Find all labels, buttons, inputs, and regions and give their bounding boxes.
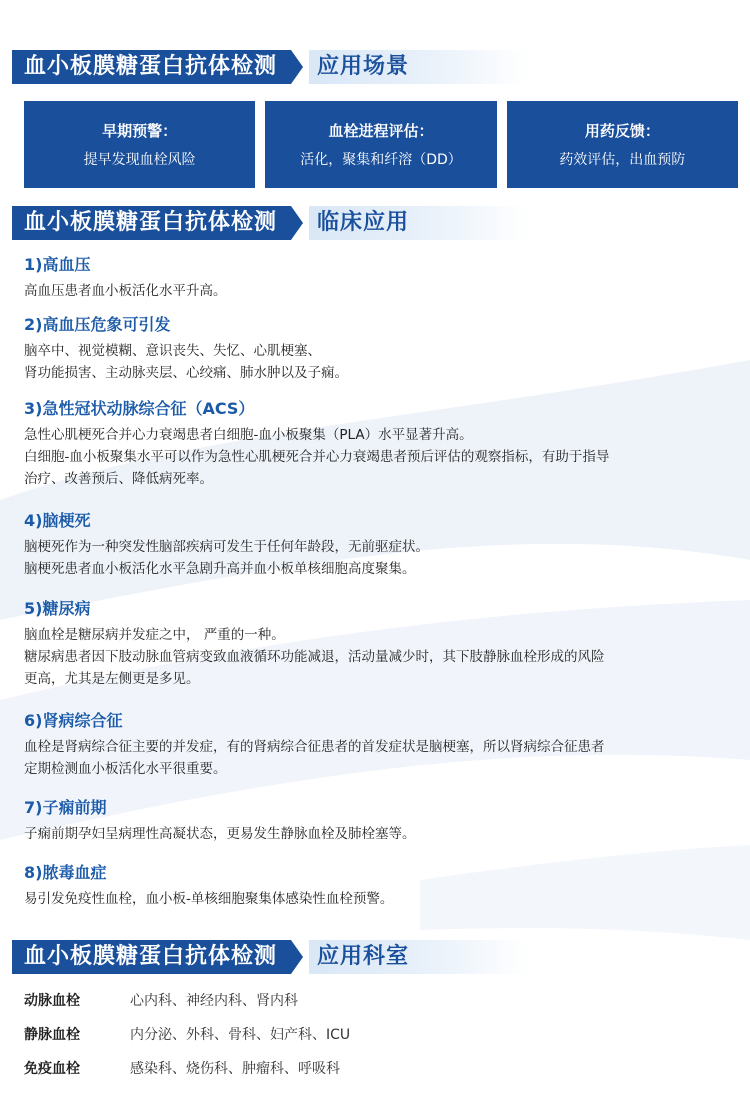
clinical-item-4 (24, 510, 724, 580)
section-subtitle: 应用场景 (309, 50, 529, 84)
section-title: 血小板膜糖蛋白抗体检测 (12, 940, 291, 974)
clinical-item-7 (24, 797, 724, 845)
dept-row-arterial (24, 990, 624, 1010)
item-title: 2)高血压危象可引发 (24, 315, 171, 334)
clinical-item-6 (24, 710, 724, 780)
item-text: 糖尿病患者因下肢动脉血管病变致血液循环功能减退，活动量减少时，其下肢静脉血栓形成的风险 (24, 649, 605, 665)
clinical-item-1 (24, 254, 724, 302)
dept-name: 动脉血栓 (24, 993, 80, 1009)
clinical-item-8 (24, 862, 724, 910)
dept-row-venous (24, 1024, 624, 1044)
dept-value: 心内科、神经内科、肾内科 (130, 993, 298, 1009)
section-subtitle: 应用科室 (309, 940, 529, 974)
card-desc: 药效评估，出血预防 (559, 152, 686, 168)
item-title: 3)急性冠状动脉综合征（ACS） (24, 399, 255, 418)
item-title: 4)脑梗死 (24, 511, 91, 530)
item-text: 脑血栓是糖尿病并发症之中， 严重的一种。 (24, 627, 285, 643)
item-text: 肾功能损害、主动脉夹层、心绞痛、肺水肿以及子痫。 (24, 365, 348, 381)
item-text: 高血压患者血小板活化水平升高。 (24, 283, 227, 299)
chevron-right-icon (291, 50, 303, 84)
item-text: 子痫前期孕妇呈病理性高凝状态，更易发生静脉血栓及肺栓塞等。 (24, 826, 416, 842)
clinical-item-2 (24, 314, 724, 384)
card-title: 用药反馈： (584, 122, 660, 140)
section-header-dept (12, 940, 572, 974)
item-text: 治疗、改善预后、降低病死率。 (24, 471, 213, 487)
dept-row-immune (24, 1058, 624, 1078)
section-header-clinical (12, 206, 572, 240)
section-header-scene (12, 50, 572, 84)
card-drug-feedback (507, 101, 738, 188)
item-title: 6)肾病综合征 (24, 711, 123, 730)
item-text: 急性心肌梗死合并心力衰竭患者白细胞-血小板聚集（PLA）水平显著升高。 (24, 427, 473, 443)
clinical-item-3 (24, 398, 724, 490)
item-text: 脑卒中、视觉模糊、意识丧失、失忆、心肌梗塞、 (24, 343, 321, 359)
section-subtitle: 临床应用 (309, 206, 529, 240)
section-title: 血小板膜糖蛋白抗体检测 (12, 50, 291, 84)
scene-cards (24, 101, 738, 188)
item-text: 血栓是肾病综合征主要的并发症，有的肾病综合征患者的首发症状是脑梗塞，所以肾病综合征患者 (24, 739, 605, 755)
card-desc: 提早发现血栓风险 (83, 152, 196, 168)
card-thrombus-assessment (265, 101, 496, 188)
item-text: 脑梗死患者血小板活化水平急剧升高并血小板单核细胞高度聚集。 (24, 561, 416, 577)
card-title: 血栓进程评估： (328, 122, 434, 140)
item-title: 5)糖尿病 (24, 599, 91, 618)
item-text: 更高，尤其是左侧更是多见。 (24, 671, 200, 687)
section-title: 血小板膜糖蛋白抗体检测 (12, 206, 291, 240)
dept-value: 感染科、烧伤科、肿瘤科、呼吸科 (130, 1061, 340, 1077)
dept-value: 内分泌、外科、骨科、妇产科、ICU (130, 1027, 351, 1043)
card-desc: 活化，聚集和纤溶（DD） (300, 152, 462, 168)
chevron-right-icon (291, 206, 303, 240)
item-title: 1)高血压 (24, 255, 91, 274)
card-early-warning (24, 101, 255, 188)
item-text: 易引发免疫性血栓，血小板-单核细胞聚集体感染性血栓预警。 (24, 891, 394, 907)
item-text: 脑梗死作为一种突发性脑部疾病可发生于任何年龄段，无前驱症状。 (24, 539, 429, 555)
clinical-item-5 (24, 598, 724, 690)
chevron-right-icon (291, 940, 303, 974)
item-text: 白细胞-血小板聚集水平可以作为急性心肌梗死合并心力衰竭患者预后评估的观察指标，有助于指导 (24, 449, 610, 465)
item-title: 7)子痫前期 (24, 798, 107, 817)
item-title: 8)脓毒血症 (24, 863, 107, 882)
card-title: 早期预警： (102, 122, 178, 140)
dept-name: 免疫血栓 (24, 1061, 80, 1077)
dept-name: 静脉血栓 (24, 1027, 80, 1043)
item-text: 定期检测血小板活化水平很重要。 (24, 761, 227, 777)
